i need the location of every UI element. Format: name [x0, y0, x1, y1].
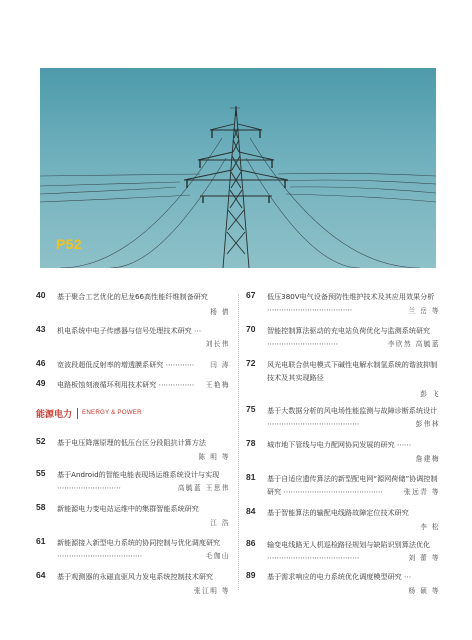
toc-page-number: 46 [36, 358, 46, 368]
toc-author: 王艳梅 [205, 381, 230, 389]
toc-title: 机电系统中电子传感器与信号处理技术研究 ⋯ [57, 326, 202, 335]
toc-title: 基于观测器的永磁直驱风力发电系统控制技术研究 [57, 572, 214, 581]
toc-title: 基于需求响应的电力系统优化调度模型研究 ⋯ [267, 572, 412, 581]
toc-title: 基于聚合工艺优化的尼龙66高性能纤维制备研究 [57, 292, 208, 301]
toc-author: 闫 涛 [210, 361, 230, 369]
toc-author: 张远青 等 [404, 488, 440, 496]
toc-author: 杨 硕 等 [408, 587, 440, 595]
section-title-en: ENERGY & POWER [82, 409, 142, 416]
toc-title: 基于自适应遗传算法的新型配电网“源网荷储”协调控制研究 ⋯⋯⋯⋯⋯⋯⋯⋯⋯⋯⋯⋯⋯⋯ [267, 474, 438, 496]
toc-author: 陈 明 等 [198, 453, 230, 461]
section-divider-bar [77, 408, 78, 419]
toc-author: 毛伽山 [205, 552, 230, 560]
toc-page-number: 58 [36, 502, 46, 512]
toc-page-number: 67 [246, 290, 256, 300]
transmission-tower-illustration [40, 68, 436, 268]
toc-author: 高毓蓝 王思伟 [177, 484, 230, 492]
toc-page-number: 49 [36, 378, 46, 388]
toc-page-number: 52 [36, 436, 46, 446]
toc-title: 基于大数据分析的风电场性能监测与故障诊断系统设计 ⋯⋯⋯⋯⋯⋯⋯⋯⋯⋯⋯⋯⋯ [267, 406, 438, 428]
toc-title: 基于智能算法的输配电线路故障定位技术研究 [267, 508, 409, 517]
toc-page-number: 40 [36, 290, 46, 300]
toc-author: 兰 岳 等 [408, 307, 440, 315]
toc-title: 新能源电力变电站运维中的集群智能系统研究 [57, 504, 199, 513]
toc-author: 杨 倩 [210, 308, 230, 316]
toc-page-number: 89 [246, 570, 256, 580]
toc-page-number: 72 [246, 358, 256, 368]
cover-photo [40, 68, 436, 268]
toc-title: 宽波段超低反射率的增透膜系研究 ⋯⋯⋯⋯ [57, 360, 195, 369]
section-title-zh: 能源电力 [36, 410, 73, 420]
toc-page-number: 81 [246, 472, 256, 482]
cover-page-label: P52 [56, 236, 82, 252]
toc-title: 基于电压降落原理的低压台区分段阻抗计算方法 [57, 438, 206, 447]
toc-author: 李欣然 高毓蓝 [387, 340, 440, 348]
toc-page-number: 78 [246, 438, 256, 448]
toc-title: 基于Android的智能电能表现场运维系统设计与实现 ⋯⋯⋯⋯⋯⋯⋯⋯⋯ [57, 470, 220, 492]
toc-author: 彭 飞 [420, 390, 440, 398]
toc-page-number: 70 [246, 324, 256, 334]
column-divider [238, 294, 239, 590]
toc-title: 智能控制算法驱动的充电站负荷优化与监测系统研究 ⋯⋯⋯⋯⋯⋯⋯⋯⋯⋯ [267, 326, 431, 348]
toc-title: 低压380V电气设备预防性维护技术及其应用效果分析 ⋯⋯⋯⋯⋯⋯⋯⋯⋯⋯⋯⋯ [267, 292, 435, 314]
toc-page-number: 86 [246, 538, 256, 548]
toc-title: 新能源接入新型电力系统的协同控制与优化调度研究 ⋯⋯⋯⋯⋯⋯⋯⋯⋯⋯⋯⋯ [57, 538, 221, 560]
toc-author: 张江明 等 [194, 587, 230, 595]
toc-title: 输变电线路无人机巡检路径规划与缺陷识别算法优化 ⋯⋯⋯⋯⋯⋯⋯⋯⋯⋯⋯⋯⋯ [267, 540, 431, 562]
toc-page-number: 84 [246, 506, 256, 516]
toc-page-number: 64 [36, 570, 46, 580]
toc-page-number: 75 [246, 404, 256, 414]
toc-author: 詹建梅 [415, 455, 440, 463]
toc-author: 江 浩 [210, 519, 230, 527]
toc-title: 风光电联合供电模式下碱性电解水制氢系统的谐波抑制技术及其实现路径 [267, 360, 438, 382]
toc-author: 刘长伟 [205, 340, 230, 348]
toc-author: 李 松 [420, 523, 440, 531]
toc-author: 彭伟林 [415, 420, 440, 428]
toc-title: 电路板蚀刻液循环利用技术研究 ⋯⋯⋯⋯⋯ [57, 380, 195, 389]
toc-page-number: 55 [36, 468, 46, 478]
toc-page-number: 61 [36, 536, 46, 546]
toc-title: 城市地下管线与电力配网协同发展的研究 ⋯⋯ [267, 440, 412, 449]
toc-page-number: 43 [36, 324, 46, 334]
toc-author: 刘 蕾 等 [408, 554, 440, 562]
